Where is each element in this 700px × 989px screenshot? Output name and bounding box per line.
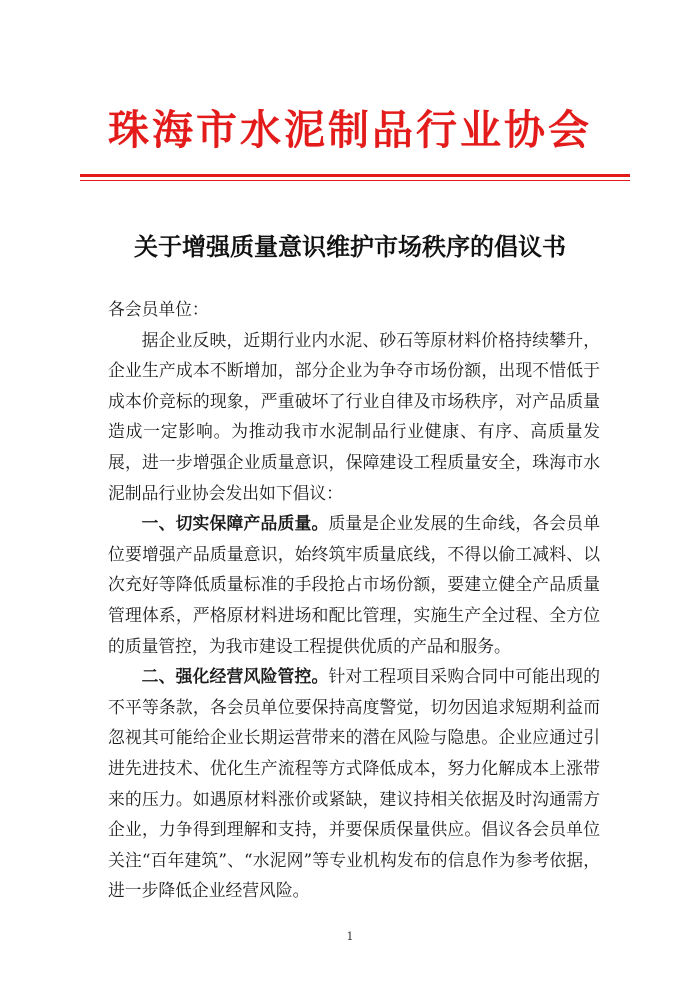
salutation: 各会员单位： xyxy=(108,299,209,319)
paragraph-text: 据企业反映，近期行业内水泥、砂石等原材料价格持续攀升，企业生产成本不断增加，部分企业为争夺市场份额，出现不惜低于成本价竞标的现象，严重破坏了行业自律及市场秩序，对产品质量造成一定影响。为推动我市水泥制品行业健康、有序、高质量发展，进一步增强企业质量意识，保障建设工程质量安全，珠海市水泥制品行业协会发出如下倡议： xyxy=(108,329,600,503)
paragraph-text: 针对工程项目采购合同中可能出现的不平等条款，各会员单位要保持高度警觉，切勿因追求短期利益而忽视其可能给企业长期运营带来的潜在风险与隐患。企业应通过引进先进技术、优化生产流程等方式降低成本，努力化解成本上涨带来的压力。如遇原材料涨价或紧缺，建议持相关依据及时沟通需方企业，力争得到理解和支持，并要保质保量供应。倡议各会员单位关注“百年建筑”、“水泥网”等专业机构发布的信息作为参考依据，进一步降低企业经营风险。 xyxy=(108,666,600,901)
header-rule-thin xyxy=(80,180,630,181)
paragraph-text: 质量是企业发展的生命线，各会员单位要增强产品质量意识，始终筑牢质量底线，不得以偷工减料、以次充好等降低质量标准的手段抢占市场份额，要建立健全产品质量管理体系，严格原材料进场和配比管理，实施生产全过程、全方位的质量管控，为我市建设工程提供优质的产品和服务。 xyxy=(108,513,600,656)
document-title: 关于增强质量意识维护市场秩序的倡议书 xyxy=(134,232,566,261)
paragraph-item-2 xyxy=(108,661,600,906)
paragraph-heading: 一、切实保障产品质量。 xyxy=(141,513,329,534)
paragraph-heading: 二、强化经营风险管控。 xyxy=(141,666,329,687)
page-number: 1 xyxy=(346,930,354,943)
document-body xyxy=(108,294,600,906)
paragraph-item-1 xyxy=(108,508,600,661)
organization-header: 珠海市水泥制品行业协会 xyxy=(108,106,592,154)
paragraph-intro xyxy=(108,325,600,509)
header-rule-thick xyxy=(80,174,630,177)
